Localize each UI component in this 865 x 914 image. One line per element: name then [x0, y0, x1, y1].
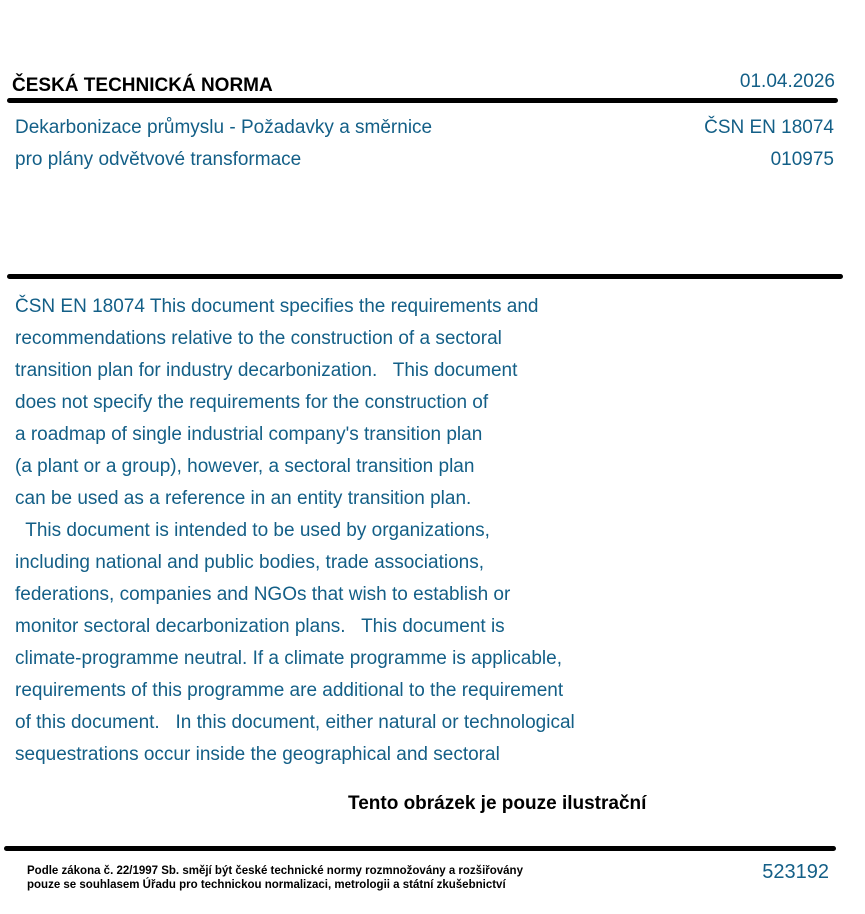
abstract-line: climate-programme neutral. If a climate programme is applicable, — [15, 648, 562, 669]
abstract-line: can be used as a reference in an entity transition plan. — [15, 488, 472, 509]
abstract-line: monitor sectoral decarbonization plans. This document is — [15, 616, 505, 637]
abstract-line: including national and public bodies, trade associations, — [15, 552, 484, 573]
document-number: 523192 — [762, 861, 829, 883]
abstract-line: recommendations relative to the construction of a sectoral — [15, 328, 502, 349]
abstract-line: federations, companies and NGOs that wish to establish or — [15, 584, 511, 605]
title-line-2: pro plány odvětvové transformace — [15, 149, 302, 170]
abstract-line: This document is intended to be used by organizations, — [15, 520, 490, 541]
illustrative-note: Tento obrázek je pouze ilustrační — [348, 793, 647, 814]
abstract-line: of this document. In this document, either natural or technological — [15, 712, 575, 733]
legal-line-1: Podle zákona č. 22/1997 Sb. smějí být české technické normy rozmnožovány a rozšiřovány — [27, 865, 523, 877]
footer-rule — [4, 846, 836, 851]
abstract-line: ČSN EN 18074 This document specifies the requirements and — [15, 296, 539, 317]
legal-line-2: pouze se souhlasem Úřadu pro technickou normalizaci, metrologii a státní zkušebnictví — [27, 879, 506, 891]
section-rule — [7, 274, 843, 279]
abstract-line: transition plan for industry decarbonization. This document — [15, 360, 518, 381]
publication-date: 01.04.2026 — [739, 71, 835, 92]
abstract-text — [15, 291, 575, 771]
legal-notice — [27, 864, 523, 892]
classification-code: 010975 — [770, 149, 834, 170]
abstract-line: a roadmap of single industrial company's transition plan — [15, 424, 483, 445]
title-line-1: Dekarbonizace průmyslu - Požadavky a směrnice — [15, 117, 433, 138]
abstract-line: sequestrations occur inside the geographical and sectoral — [15, 744, 500, 765]
norm-label: ČESKÁ TECHNICKÁ NORMA — [12, 75, 273, 96]
abstract-line: requirements of this programme are additional to the requirement — [15, 680, 564, 701]
abstract-line: does not specify the requirements for the construction of — [15, 392, 489, 413]
standard-code: ČSN EN 18074 — [704, 117, 834, 138]
header-rule — [7, 98, 838, 103]
abstract-line: (a plant or a group), however, a sectoral transition plan — [15, 456, 475, 477]
